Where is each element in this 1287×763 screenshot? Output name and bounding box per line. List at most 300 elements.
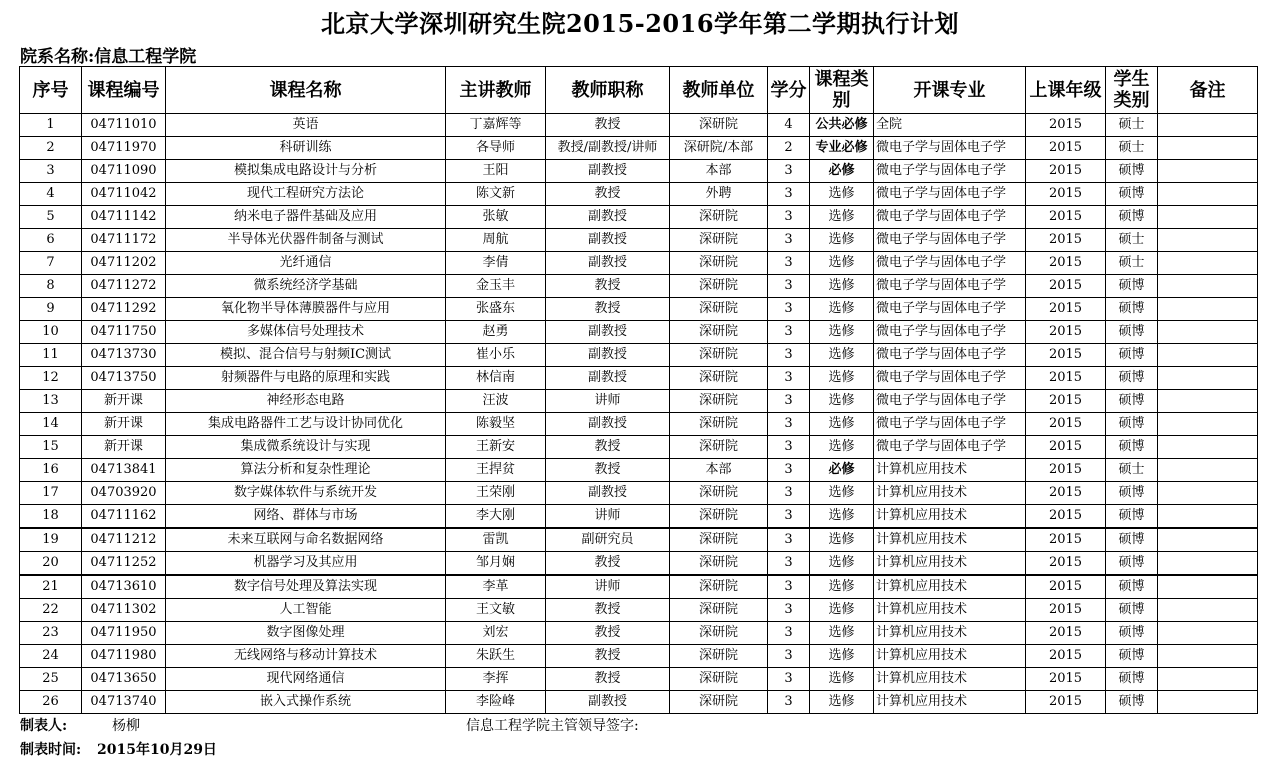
cell-teacher-unit: 深研院 [670,622,768,645]
header-teacher-title: 教师职称 [546,67,670,114]
cell-course-code: 04711172 [82,229,166,252]
cell-credits: 3 [768,275,810,298]
cell-course-type: 选修 [810,298,874,321]
cell-grade: 2015 [1026,436,1106,459]
cell-student-type: 硕士 [1106,137,1158,160]
cell-teacher-title: 副教授 [546,160,670,183]
cell-course-code: 04711302 [82,599,166,622]
cell-remarks [1158,321,1258,344]
cell-teacher-unit: 外聘 [670,183,768,206]
table-row [20,691,1258,714]
cell-teacher-title: 教授 [546,668,670,691]
table-row [20,668,1258,691]
cell-grade: 2015 [1026,229,1106,252]
cell-major: 全院 [874,114,1026,137]
cell-remarks [1158,275,1258,298]
cell-grade: 2015 [1026,298,1106,321]
cell-teacher: 崔小乐 [446,344,546,367]
table-row [20,552,1258,576]
cell-index: 2 [20,137,82,160]
cell-major: 微电子学与固体电子学 [874,206,1026,229]
cell-student-type: 硕士 [1106,229,1158,252]
cell-course-code: 04711010 [82,114,166,137]
cell-course-name: 纳米电子器件基础及应用 [166,206,446,229]
cell-teacher: 林信南 [446,367,546,390]
cell-teacher: 李挥 [446,668,546,691]
cell-course-type: 选修 [810,482,874,505]
cell-teacher-title: 讲师 [546,575,670,599]
cell-course-type: 选修 [810,575,874,599]
table-row [20,252,1258,275]
cell-teacher-title: 教授 [546,622,670,645]
cell-index: 8 [20,275,82,298]
cell-credits: 3 [768,183,810,206]
cell-credits: 3 [768,160,810,183]
cell-major: 微电子学与固体电子学 [874,252,1026,275]
cell-student-type: 硕博 [1106,206,1158,229]
cell-remarks [1158,413,1258,436]
cell-index: 11 [20,344,82,367]
cell-teacher: 张盛东 [446,298,546,321]
cell-teacher-unit: 深研院 [670,668,768,691]
cell-student-type: 硕博 [1106,691,1158,714]
cell-student-type: 硕博 [1106,390,1158,413]
cell-student-type: 硕士 [1106,459,1158,482]
cell-grade: 2015 [1026,252,1106,275]
cell-remarks [1158,575,1258,599]
cell-major: 微电子学与固体电子学 [874,298,1026,321]
cell-grade: 2015 [1026,321,1106,344]
maker-label: 制表人: [20,718,68,734]
cell-major: 计算机应用技术 [874,575,1026,599]
cell-student-type: 硕博 [1106,183,1158,206]
cell-teacher: 王捍贫 [446,459,546,482]
cell-index: 13 [20,390,82,413]
cell-teacher-unit: 深研院 [670,505,768,529]
cell-teacher-title: 教授 [546,599,670,622]
table-row [20,183,1258,206]
cell-teacher: 各导师 [446,137,546,160]
cell-course-name: 算法分析和复杂性理论 [166,459,446,482]
cell-teacher-unit: 深研院 [670,344,768,367]
header-course-code: 课程编号 [82,67,166,114]
cell-teacher: 张敏 [446,206,546,229]
cell-grade: 2015 [1026,137,1106,160]
cell-teacher: 雷凯 [446,528,546,552]
cell-course-type: 选修 [810,390,874,413]
cell-index: 19 [20,528,82,552]
cell-credits: 3 [768,528,810,552]
cell-major: 计算机应用技术 [874,599,1026,622]
cell-teacher-unit: 深研院 [670,413,768,436]
cell-index: 25 [20,668,82,691]
table-row [20,599,1258,622]
cell-credits: 3 [768,344,810,367]
cell-teacher-unit: 深研院 [670,275,768,298]
cell-course-type: 选修 [810,252,874,275]
cell-course-type: 选修 [810,229,874,252]
cell-course-code: 新开课 [82,436,166,459]
cell-student-type: 硕博 [1106,321,1158,344]
cell-index: 3 [20,160,82,183]
cell-teacher: 李险峰 [446,691,546,714]
cell-teacher-title: 副教授 [546,413,670,436]
cell-course-name: 数字媒体软件与系统开发 [166,482,446,505]
cell-teacher-unit: 深研院 [670,552,768,576]
cell-remarks [1158,668,1258,691]
cell-course-code: 04711202 [82,252,166,275]
cell-grade: 2015 [1026,505,1106,529]
cell-course-type: 选修 [810,183,874,206]
cell-teacher-unit: 深研院/本部 [670,137,768,160]
cell-course-code: 04711252 [82,552,166,576]
cell-teacher: 李倩 [446,252,546,275]
cell-student-type: 硕博 [1106,482,1158,505]
cell-teacher-title: 教授 [546,298,670,321]
cell-grade: 2015 [1026,482,1106,505]
table-row [20,622,1258,645]
cell-teacher-unit: 深研院 [670,528,768,552]
cell-remarks [1158,552,1258,576]
cell-major: 微电子学与固体电子学 [874,436,1026,459]
cell-course-type: 选修 [810,645,874,668]
cell-remarks [1158,298,1258,321]
cell-teacher-unit: 深研院 [670,390,768,413]
cell-teacher-title: 教授 [546,552,670,576]
cell-teacher: 王文敏 [446,599,546,622]
cell-credits: 3 [768,436,810,459]
time-value: 2015年10月29日 [97,742,217,758]
cell-teacher: 刘宏 [446,622,546,645]
cell-credits: 3 [768,321,810,344]
cell-teacher: 丁嘉辉等 [446,114,546,137]
cell-teacher: 王阳 [446,160,546,183]
cell-course-code: 04711750 [82,321,166,344]
cell-grade: 2015 [1026,575,1106,599]
cell-student-type: 硕博 [1106,645,1158,668]
cell-teacher-title: 教授/副教授/讲师 [546,137,670,160]
cell-course-name: 半导体光伏器件制备与测试 [166,229,446,252]
cell-course-name: 集成电路器件工艺与设计协同优化 [166,413,446,436]
cell-teacher-title: 教授 [546,459,670,482]
document-title: 北京大学深圳研究生院2015-2016学年第二学期执行计划 [320,9,960,38]
cell-course-type: 专业必修 [810,137,874,160]
cell-credits: 3 [768,390,810,413]
header-credits: 学分 [768,67,810,114]
cell-course-name: 射频器件与电路的原理和实践 [166,367,446,390]
cell-index: 5 [20,206,82,229]
cell-teacher-title: 副教授 [546,206,670,229]
cell-grade: 2015 [1026,390,1106,413]
cell-credits: 3 [768,298,810,321]
cell-course-type: 选修 [810,552,874,576]
cell-major: 计算机应用技术 [874,691,1026,714]
cell-course-code: 04713650 [82,668,166,691]
table-header-row [20,67,1258,114]
cell-teacher-unit: 深研院 [670,229,768,252]
cell-course-name: 未来互联网与命名数据网络 [166,528,446,552]
cell-remarks [1158,390,1258,413]
cell-major: 微电子学与固体电子学 [874,183,1026,206]
cell-student-type: 硕博 [1106,436,1158,459]
table-row [20,459,1258,482]
table-row [20,575,1258,599]
table-row [20,137,1258,160]
cell-major: 微电子学与固体电子学 [874,344,1026,367]
cell-grade: 2015 [1026,691,1106,714]
cell-course-name: 现代工程研究方法论 [166,183,446,206]
cell-course-type: 选修 [810,321,874,344]
cell-student-type: 硕博 [1106,552,1158,576]
cell-course-name: 微系统经济学基础 [166,275,446,298]
cell-grade: 2015 [1026,344,1106,367]
cell-teacher-title: 副教授 [546,344,670,367]
cell-grade: 2015 [1026,367,1106,390]
cell-index: 9 [20,298,82,321]
cell-remarks [1158,229,1258,252]
cell-major: 微电子学与固体电子学 [874,137,1026,160]
cell-remarks [1158,459,1258,482]
cell-student-type: 硕博 [1106,668,1158,691]
cell-teacher-unit: 深研院 [670,321,768,344]
cell-teacher-title: 教授 [546,114,670,137]
course-plan-table [19,66,1258,714]
cell-course-type: 选修 [810,206,874,229]
cell-grade: 2015 [1026,413,1106,436]
cell-course-name: 光纤通信 [166,252,446,275]
cell-teacher: 王新安 [446,436,546,459]
cell-major: 微电子学与固体电子学 [874,275,1026,298]
cell-credits: 3 [768,367,810,390]
cell-index: 10 [20,321,82,344]
cell-course-name: 现代网络通信 [166,668,446,691]
cell-course-code: 新开课 [82,413,166,436]
cell-course-code: 04711142 [82,206,166,229]
cell-student-type: 硕博 [1106,528,1158,552]
cell-course-type: 选修 [810,528,874,552]
cell-course-code: 04711162 [82,505,166,529]
cell-teacher-title: 副教授 [546,252,670,275]
cell-major: 微电子学与固体电子学 [874,160,1026,183]
cell-credits: 2 [768,137,810,160]
cell-credits: 3 [768,645,810,668]
cell-course-code: 04713610 [82,575,166,599]
table-row [20,482,1258,505]
sign-label: 信息工程学院主管领导签字: [466,718,639,734]
cell-course-type: 必修 [810,160,874,183]
cell-major: 微电子学与固体电子学 [874,321,1026,344]
table-row [20,114,1258,137]
header-course-name: 课程名称 [166,67,446,114]
cell-course-code: 04711090 [82,160,166,183]
time-label: 制表时间: [20,742,82,758]
cell-remarks [1158,622,1258,645]
cell-course-type: 选修 [810,622,874,645]
table-row [20,206,1258,229]
table-row [20,298,1258,321]
cell-remarks [1158,252,1258,275]
cell-major: 计算机应用技术 [874,622,1026,645]
cell-course-name: 数字信号处理及算法实现 [166,575,446,599]
cell-course-code: 04711272 [82,275,166,298]
cell-student-type: 硕博 [1106,622,1158,645]
cell-teacher-title: 教授 [546,645,670,668]
header-major: 开课专业 [874,67,1026,114]
cell-course-type: 必修 [810,459,874,482]
cell-index: 26 [20,691,82,714]
cell-major: 计算机应用技术 [874,645,1026,668]
cell-index: 6 [20,229,82,252]
cell-remarks [1158,160,1258,183]
cell-student-type: 硕博 [1106,298,1158,321]
cell-index: 16 [20,459,82,482]
cell-teacher-unit: 深研院 [670,206,768,229]
cell-credits: 3 [768,691,810,714]
cell-index: 23 [20,622,82,645]
cell-teacher-unit: 深研院 [670,599,768,622]
cell-teacher-title: 教授 [546,183,670,206]
cell-student-type: 硕博 [1106,575,1158,599]
cell-course-code: 04711042 [82,183,166,206]
cell-remarks [1158,599,1258,622]
cell-major: 计算机应用技术 [874,482,1026,505]
cell-course-name: 网络、群体与市场 [166,505,446,529]
cell-course-type: 公共必修 [810,114,874,137]
cell-student-type: 硕博 [1106,599,1158,622]
table-row [20,505,1258,529]
cell-course-type: 选修 [810,367,874,390]
cell-remarks [1158,528,1258,552]
table-row [20,528,1258,552]
cell-course-code: 04711292 [82,298,166,321]
cell-major: 计算机应用技术 [874,505,1026,529]
cell-course-name: 模拟、混合信号与射频IC测试 [166,344,446,367]
header-course-type: 课程类别 [810,67,874,114]
cell-grade: 2015 [1026,668,1106,691]
table-row [20,275,1258,298]
cell-course-code: 04711980 [82,645,166,668]
cell-teacher: 李大刚 [446,505,546,529]
cell-grade: 2015 [1026,183,1106,206]
cell-credits: 4 [768,114,810,137]
cell-grade: 2015 [1026,160,1106,183]
cell-course-type: 选修 [810,668,874,691]
cell-course-name: 机器学习及其应用 [166,552,446,576]
cell-credits: 3 [768,229,810,252]
table-row [20,367,1258,390]
cell-index: 22 [20,599,82,622]
cell-teacher: 陈毅坚 [446,413,546,436]
cell-major: 计算机应用技术 [874,668,1026,691]
cell-index: 20 [20,552,82,576]
table-row [20,344,1258,367]
cell-teacher-title: 讲师 [546,505,670,529]
cell-remarks [1158,344,1258,367]
maker-name: 杨柳 [112,718,140,734]
cell-course-name: 神经形态电路 [166,390,446,413]
cell-course-type: 选修 [810,275,874,298]
cell-teacher-title: 教授 [546,436,670,459]
cell-teacher: 李革 [446,575,546,599]
cell-grade: 2015 [1026,622,1106,645]
cell-teacher-unit: 本部 [670,459,768,482]
cell-course-type: 选修 [810,505,874,529]
cell-credits: 3 [768,575,810,599]
cell-teacher-title: 副教授 [546,321,670,344]
cell-teacher-title: 副教授 [546,482,670,505]
cell-teacher: 邹月娴 [446,552,546,576]
cell-student-type: 硕博 [1106,413,1158,436]
cell-teacher-title: 副教授 [546,367,670,390]
cell-grade: 2015 [1026,645,1106,668]
cell-major: 计算机应用技术 [874,552,1026,576]
cell-index: 7 [20,252,82,275]
cell-credits: 3 [768,459,810,482]
cell-teacher-unit: 深研院 [670,367,768,390]
cell-credits: 3 [768,505,810,529]
cell-teacher: 金玉丰 [446,275,546,298]
cell-credits: 3 [768,599,810,622]
cell-remarks [1158,482,1258,505]
cell-course-type: 选修 [810,344,874,367]
cell-teacher: 陈文新 [446,183,546,206]
department-name: 院系名称:信息工程学院 [20,47,197,67]
cell-major: 微电子学与固体电子学 [874,390,1026,413]
cell-remarks [1158,367,1258,390]
cell-teacher-unit: 深研院 [670,252,768,275]
cell-course-code: 04713730 [82,344,166,367]
header-remarks: 备注 [1158,67,1258,114]
cell-teacher-unit: 深研院 [670,114,768,137]
table-row [20,436,1258,459]
cell-course-type: 选修 [810,436,874,459]
header-grade: 上课年级 [1026,67,1106,114]
cell-index: 14 [20,413,82,436]
cell-student-type: 硕士 [1106,252,1158,275]
cell-major: 微电子学与固体电子学 [874,413,1026,436]
header-teacher: 主讲教师 [446,67,546,114]
cell-remarks [1158,183,1258,206]
cell-index: 15 [20,436,82,459]
cell-grade: 2015 [1026,206,1106,229]
cell-major: 微电子学与固体电子学 [874,229,1026,252]
cell-course-name: 嵌入式操作系统 [166,691,446,714]
cell-course-code: 04703920 [82,482,166,505]
cell-course-name: 氧化物半导体薄膜器件与应用 [166,298,446,321]
cell-course-type: 选修 [810,691,874,714]
cell-major: 计算机应用技术 [874,528,1026,552]
cell-remarks [1158,137,1258,160]
cell-grade: 2015 [1026,459,1106,482]
cell-course-name: 集成微系统设计与实现 [166,436,446,459]
cell-credits: 3 [768,413,810,436]
cell-grade: 2015 [1026,599,1106,622]
header-student-type: 学生类别 [1106,67,1158,114]
cell-student-type: 硕士 [1106,114,1158,137]
table-row [20,390,1258,413]
cell-course-code: 04713841 [82,459,166,482]
cell-teacher: 赵勇 [446,321,546,344]
cell-teacher-title: 副教授 [546,229,670,252]
cell-teacher-unit: 本部 [670,160,768,183]
cell-course-name: 科研训练 [166,137,446,160]
cell-student-type: 硕博 [1106,344,1158,367]
cell-course-code: 04713750 [82,367,166,390]
cell-remarks [1158,436,1258,459]
cell-course-code: 04713740 [82,691,166,714]
cell-student-type: 硕博 [1106,275,1158,298]
cell-teacher-unit: 深研院 [670,436,768,459]
